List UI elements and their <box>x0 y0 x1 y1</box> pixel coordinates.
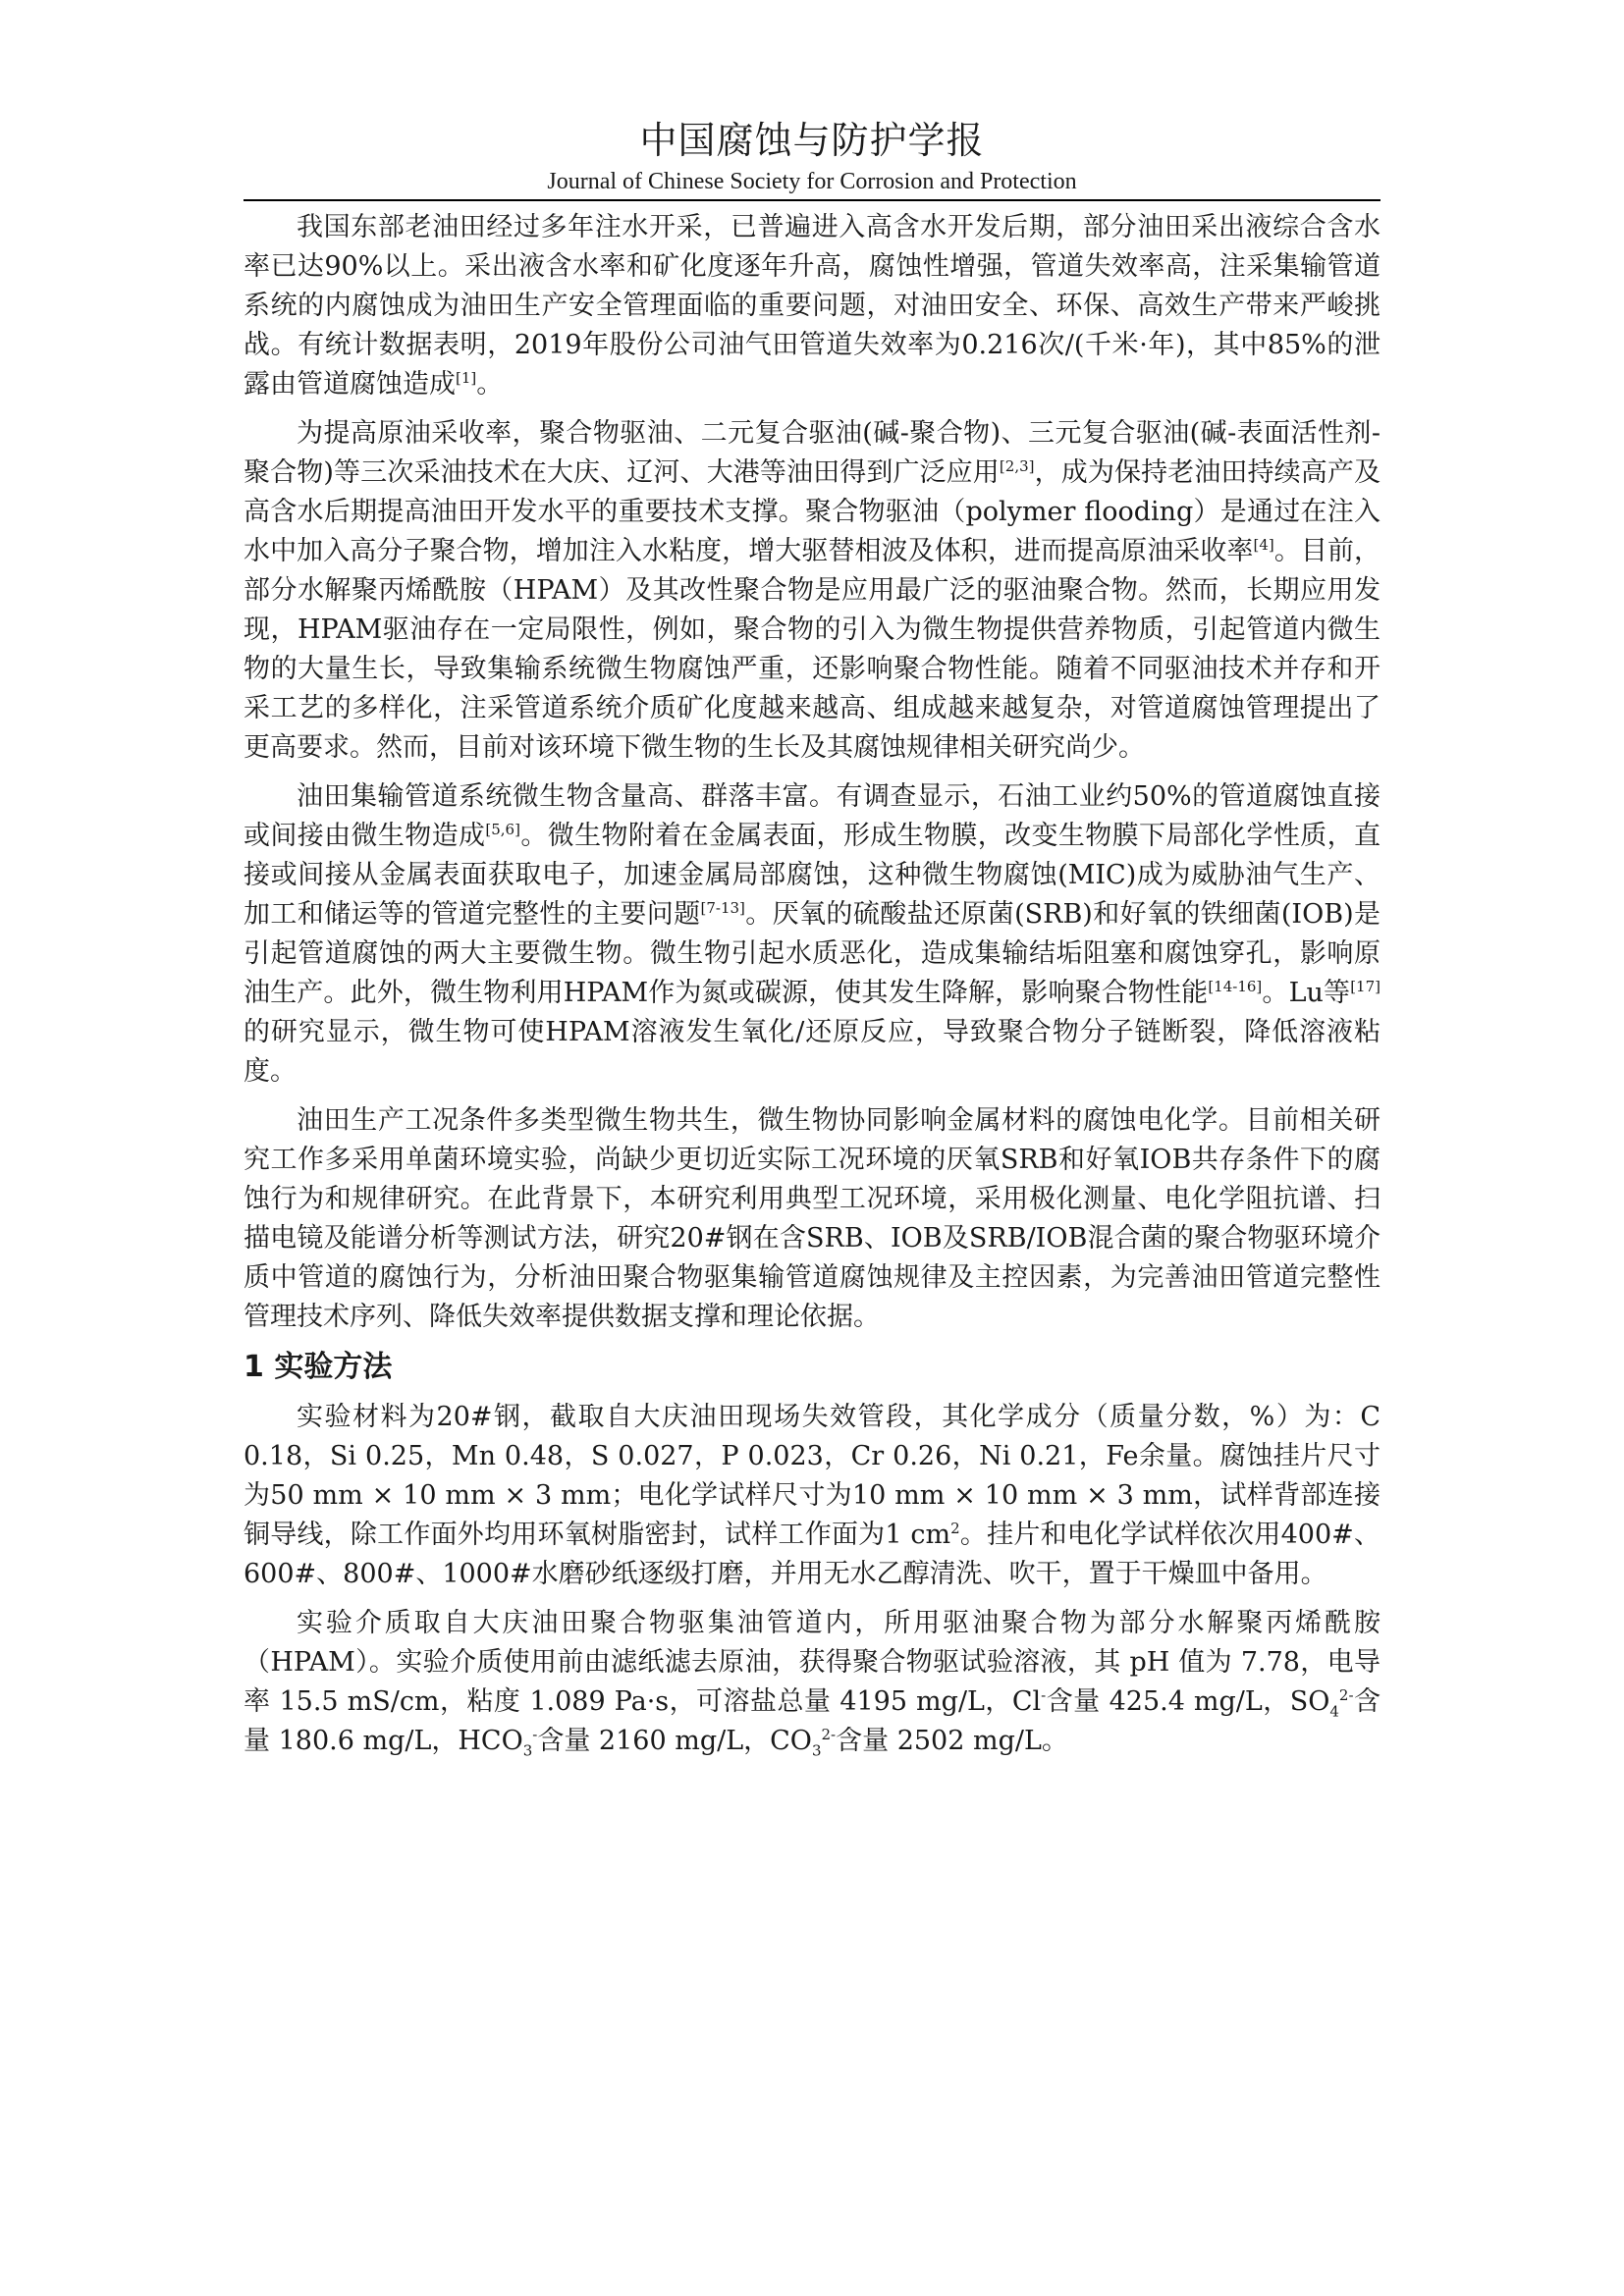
subscript: 3 <box>811 1741 822 1760</box>
text-run: 。厌氧的硫酸盐还原菌(SRB)和好氧的铁细菌(IOB)是引起管道腐蚀的两大主要微生物。微生物引起水质恶化，造成集输结垢阻塞和腐蚀穿孔，影响原油生产。此外，微生物利用HPAM作为氮或碳源，使其发生降解，影响聚合物性能 <box>244 899 1380 1008</box>
subscript: 4 <box>1329 1702 1339 1721</box>
text-run: 含量 2160 mg/L，CO <box>537 1726 812 1756</box>
text-run: 。Lu等 <box>1262 978 1351 1008</box>
superscript: 2- <box>821 1726 837 1743</box>
citation: [7-13] <box>700 899 745 917</box>
superscript: - <box>1041 1686 1047 1704</box>
superscript: 2 <box>950 1520 960 1537</box>
paragraph-medium <box>244 1604 1380 1761</box>
text-run: 。微生物附着在金属表面，形成生物膜，改变生物膜下局部化学性质，直接或间接从金属表面获取电子，加速金属局部腐蚀，这种微生物腐蚀(MIC)成为威胁油气生产、加工和储运等的管道完整性的主要问题 <box>244 821 1381 930</box>
journal-title-chinese: 中国腐蚀与防护学报 <box>639 119 985 162</box>
text-run: 实验介质取自大庆油田聚合物驱集油管道内，所用驱油聚合物为部分水解聚丙烯酰胺（HPAM）。实验介质使用前由滤纸滤去原油，获得聚合物驱试验溶液，其 pH 值为 7.78，电导率 15.5 mS/cm，粘度 1.089 Pa·s，可溶盐总量 4195 mg/L，Cl <box>244 1608 1380 1717</box>
text-run: ，成为保持老油田持续高产及高含水后期提高油田开发水平的重要技术支撑。聚合物驱油（polymer flooding）是通过在注入水中加入高分子聚合物，增加注入水粘度，增大驱替相波及体积，进而提高原油采收率 <box>244 457 1380 566</box>
text-run: 我国东部老油田经过多年注水开采，已普遍进入高含水开发后期，部分油田采出液综合含水率已达90%以上。采出液含水率和矿化度逐年升高，腐蚀性增强，管道失效率高，注采集输管道系统的内腐蚀成为油田生产安全管理面临的重要问题，对油田安全、环保、高效生产带来严峻挑战。有统计数据表明，2019年股份公司油气田管道失效率为0.216次/(千米·年)，其中85%的泄露由管道腐蚀造成 <box>244 212 1380 400</box>
text-run: 含量 180.6 mg/L，HCO <box>244 1686 1380 1756</box>
text-run: 为提高原油采收率，聚合物驱油、二元复合驱油(碱-聚合物)、三元复合驱油(碱-表面活性剂-聚合物)等三次采油技术在大庆、辽河、大港等油田得到广泛应用 <box>244 418 1380 488</box>
citation: [4] <box>1253 536 1274 554</box>
text-run: 实验材料为20#钢，截取自大庆油田现场失效管段，其化学成分（质量分数，%）为：C 0.18，Si 0.25，Mn 0.48，S 0.027，P 0.023，Cr 0.26，Ni 0.21，Fe余量。腐蚀挂片尺寸为50 mm × 10 mm × 3 mm；电化学试样尺寸为10 mm × 10 mm × 3 mm，试样背部连接铜导线，除工作面外均用环氧树脂密封，试样工作面为1 cm <box>244 1402 1380 1550</box>
article-body <box>244 208 1380 1771</box>
paragraph-intro-4: 油田生产工况条件多类型微生物共生，微生物协同影响金属材料的腐蚀电化学。目前相关研究工作多采用单菌环境实验，尚缺少更切近实际工况环境的厌氧SRB和好氧IOB共存条件下的腐蚀行为和规律研究。在此背景下，本研究利用典型工况环境，采用极化测量、电化学阻抗谱、扫描电镜及能谱分析等测试方法，研究20#钢在含SRB、IOB及SRB/IOB混合菌的聚合物驱环境介质中管道的腐蚀行为，分析油田聚合物驱集输管道腐蚀规律及主控因素，为完善油田管道完整性管理技术序列、降低失效率提供数据支撑和理论依据。 <box>244 1105 1380 1332</box>
citation: [14-16] <box>1208 978 1263 995</box>
superscript: 2- <box>1338 1686 1354 1704</box>
superscript: - <box>532 1726 538 1743</box>
paragraph-intro-1 <box>244 208 1380 404</box>
header-divider <box>244 199 1380 201</box>
journal-header <box>244 116 1380 196</box>
paragraph-intro-2 <box>244 414 1380 768</box>
citation: [2,3] <box>999 457 1035 475</box>
text-run: 含量 2502 mg/L。 <box>836 1726 1068 1756</box>
paragraph-materials <box>244 1398 1380 1594</box>
subscript: 3 <box>522 1741 533 1760</box>
citation: [5,6] <box>485 821 520 838</box>
text-run: 。挂片和电化学试样依次用400#、600#、800#、1000#水磨砂纸逐级打磨，并用无水乙醇清洗、吹干，置于干燥皿中备用。 <box>244 1520 1380 1589</box>
text-run: 。 <box>476 369 504 400</box>
paragraph-intro-3 <box>244 777 1380 1092</box>
section-heading-methods: 1 实验方法 <box>244 1350 393 1384</box>
text-run: 含量 425.4 mg/L，SO <box>1046 1686 1330 1717</box>
journal-title-english: Journal of Chinese Society for Corrosion and Protection <box>547 169 1077 194</box>
citation: [17] <box>1350 978 1380 995</box>
text-run: 。目前，部分水解聚丙烯酰胺（HPAM）及其改性聚合物是应用最广泛的驱油聚合物。然而，长期应用发现，HPAM驱油存在一定局限性，例如，聚合物的引入为微生物提供营养物质，引起管道内微生物的大量生长，导致集输系统微生物腐蚀严重，还影响聚合物性能。随着不同驱油技术并存和开采工艺的多样化，注采管道系统介质矿化度越来越高、组成越来越复杂，对管道腐蚀管理提出了更高要求。然而，目前对该环境下微生物的生长及其腐蚀规律相关研究尚少。 <box>244 536 1381 763</box>
text-run: 油田集输管道系统微生物含量高、群落丰富。有调查显示，石油工业约50%的管道腐蚀直接或间接由微生物造成 <box>244 781 1380 851</box>
citation: [1] <box>456 369 477 387</box>
text-run: 的研究显示，微生物可使HPAM溶液发生氧化/还原反应，导致聚合物分子链断裂，降低溶液粘度。 <box>244 1017 1380 1087</box>
